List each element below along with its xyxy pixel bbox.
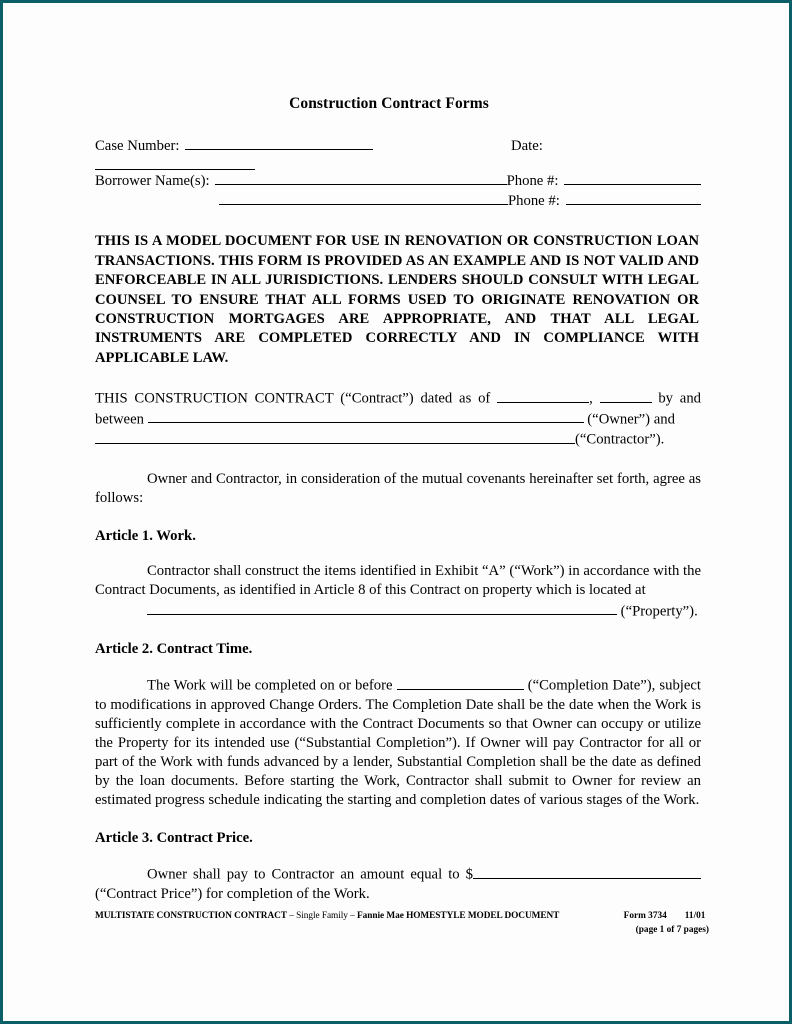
article-3-heading: Article 3. Contract Price. bbox=[95, 830, 253, 847]
footer-single-family: Single Family bbox=[296, 911, 348, 922]
page-title: Construction Contract Forms bbox=[289, 95, 489, 112]
footer-dash-1: – bbox=[286, 911, 297, 922]
article-3-text-after: (“Contract Price”) for completion of the Work. bbox=[95, 886, 370, 903]
contractor-name-input[interactable] bbox=[95, 429, 575, 444]
owner-name-input-b[interactable] bbox=[372, 409, 584, 424]
case-number-input[interactable] bbox=[185, 135, 373, 150]
article-3-body bbox=[95, 864, 701, 904]
phone-label-2: Phone #: bbox=[507, 193, 560, 210]
preamble-by-and: by and bbox=[658, 390, 702, 407]
footer-dash-2: – bbox=[347, 911, 358, 922]
contractor-line-row bbox=[95, 429, 701, 450]
footer-title-bold-2: Fannie Mae HOMESTYLE MODEL DOCUMENT bbox=[357, 911, 560, 922]
article-3-text-before: Owner shall pay to Contractor an amount equal to $ bbox=[147, 866, 473, 883]
date-input[interactable] bbox=[95, 156, 255, 171]
property-line-row bbox=[95, 601, 701, 622]
document-sheet bbox=[3, 3, 789, 1021]
owner-name-input-a[interactable] bbox=[148, 409, 372, 424]
article-2-heading: Article 2. Contract Time. bbox=[95, 641, 253, 658]
preamble-comma: , bbox=[589, 390, 593, 407]
phone-label-1: Phone #: bbox=[506, 172, 559, 189]
footer-document-name bbox=[95, 910, 559, 923]
borrower-name-label: Borrower Name(s): bbox=[95, 172, 210, 189]
model-document-notice: THIS IS A MODEL DOCUMENT FOR USE IN RENOVATION OR CONSTRUCTION LOAN TRANSACTIONS. THIS FORM IS PROVIDED AS AN EXAMPLE AND IS NOT VALID AND ENFORCEABLE IN ALL JURISDICTIONS. LENDERS SHOULD CONSULT WITH LEGAL COUNSEL TO ENSURE THAT ALL FORMS USED TO ORIGINATE RENOVATION OR CONSTRUCTION MORTGAGES ARE APPROPRIATE, AND THAT ALL LEGAL INSTRUMENTS ARE COMPLETED CORRECTLY AND IN COMPLIANCE WITH APPLICABLE LAW. bbox=[95, 233, 699, 366]
article-2-text-after: (“Completion Date”), subject to modifications in approved Change Orders. The Completion Date shall be the date when the Work is sufficiently complete in accordance with the Contract Documents so that Owner can occupy or utilize the Property for its intended use (“Substantial Completion”). If Owner will pay Contractor for all or part of the Work with funds advanced by a lender, Substantial Completion shall be the date as defined by the loan documents. Before starting the Work, Contractor shall submit to Owner for review an estimated progress schedule indicating the starting and completion dates of various stages of the Work. bbox=[95, 677, 701, 809]
contract-year-input[interactable] bbox=[600, 388, 652, 403]
page-footer bbox=[95, 910, 709, 937]
date-label: Date: bbox=[511, 137, 543, 154]
preamble-lead: THIS CONSTRUCTION CONTRACT (“Contract”) dated as of bbox=[95, 390, 491, 407]
borrower-name-input-1[interactable] bbox=[215, 170, 507, 185]
contractor-tag: (“Contractor”). bbox=[575, 432, 665, 448]
phone-input-1[interactable] bbox=[564, 170, 701, 185]
footer-form-row bbox=[624, 910, 709, 923]
case-number-row bbox=[95, 135, 701, 156]
article-1-heading: Article 1. Work. bbox=[95, 528, 196, 545]
owner-tag: (“Owner”) and bbox=[587, 411, 675, 428]
footer-page-info: (page 1 of 7 pages) bbox=[635, 924, 709, 935]
article-2-text-before: The Work will be completed on or before bbox=[147, 677, 393, 694]
property-address-input[interactable] bbox=[147, 601, 617, 616]
recital-paragraph: Owner and Contractor, in consideration of the mutual covenants hereinafter set forth, agree as follows: bbox=[95, 471, 701, 507]
article-1-body bbox=[95, 562, 701, 621]
case-number-label: Case Number: bbox=[95, 137, 180, 154]
phone-input-2[interactable] bbox=[566, 191, 701, 206]
contract-price-input[interactable] bbox=[473, 864, 701, 879]
article-1-text-after: (“Property”). bbox=[620, 603, 698, 620]
date-continuation-row bbox=[95, 156, 701, 171]
preamble-paragraph bbox=[95, 388, 701, 450]
footer-form-date: 11/01 bbox=[684, 911, 706, 922]
borrower-name-input-2[interactable] bbox=[219, 191, 508, 206]
borrower-name-row bbox=[95, 170, 701, 191]
article-2-body bbox=[95, 675, 701, 810]
footer-title-bold-1: MULTISTATE CONSTRUCTION CONTRACT bbox=[95, 911, 287, 922]
preamble-between-label: between bbox=[95, 411, 144, 428]
footer-main-row bbox=[95, 910, 709, 937]
article-1-text-before: Contractor shall construct the items identified in Exhibit “A” (“Work”) in accordance with the Contract Documents, as identified in Article 8 of this Contract on property which is located at bbox=[95, 563, 701, 599]
borrower-name-row-2 bbox=[95, 191, 701, 212]
header-fields-block bbox=[95, 135, 701, 211]
footer-form-block bbox=[614, 910, 709, 937]
contract-date-input[interactable] bbox=[497, 388, 589, 403]
completion-date-input[interactable] bbox=[397, 675, 524, 690]
footer-form-number: Form 3734 bbox=[623, 911, 667, 922]
